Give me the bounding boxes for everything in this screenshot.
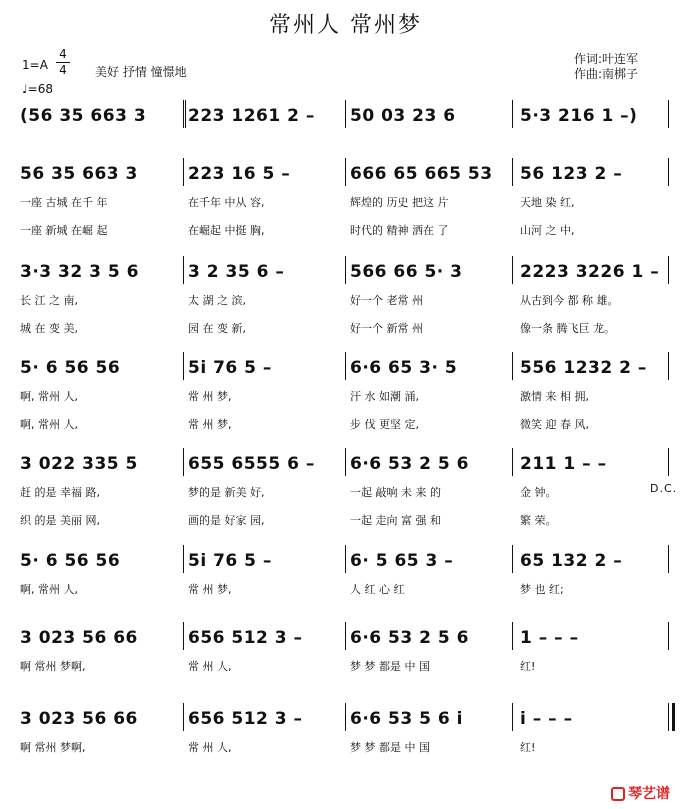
lyric-segment: 繁 荣。 bbox=[520, 514, 557, 527]
measure: 6·6 65 3· 5 bbox=[350, 358, 458, 378]
barline bbox=[345, 622, 346, 650]
measure: 6· 5 65 3 – bbox=[350, 551, 454, 571]
measure: 5· 6 56 56 bbox=[20, 358, 121, 378]
lyric-segment: 啊, 常州 人, bbox=[20, 390, 78, 403]
barline bbox=[512, 448, 513, 476]
measure: 656 512 3 – bbox=[188, 628, 303, 648]
watermark-logo bbox=[611, 783, 670, 803]
barline bbox=[512, 256, 513, 284]
barline bbox=[668, 100, 669, 128]
lyric-line bbox=[0, 658, 691, 674]
barline bbox=[345, 703, 346, 731]
credits bbox=[574, 52, 638, 82]
measure: 3 023 56 66 bbox=[20, 709, 138, 729]
notation-row bbox=[0, 352, 691, 384]
lyric-segment: 长 江 之 南, bbox=[20, 294, 78, 307]
measure: i – – – bbox=[520, 709, 573, 729]
lyric-line bbox=[0, 320, 691, 336]
measure: 6·6 53 2 5 6 bbox=[350, 454, 469, 474]
measure: 1 – – – bbox=[520, 628, 579, 648]
lyric-segment: 常 州 梦, bbox=[188, 390, 232, 403]
lyric-line bbox=[0, 388, 691, 404]
lyric-segment: 汗 水 如潮 涌, bbox=[350, 390, 419, 403]
key-signature: 1=A bbox=[22, 58, 48, 72]
lyric-segment: 常 州 人, bbox=[188, 741, 232, 754]
barline bbox=[183, 545, 184, 573]
notation-row bbox=[0, 256, 691, 288]
measure: 3 023 56 66 bbox=[20, 628, 138, 648]
lyric-segment: 人 红 心 红 bbox=[350, 583, 405, 596]
notation-row bbox=[0, 448, 691, 480]
barline bbox=[512, 703, 513, 731]
notation-row bbox=[0, 703, 691, 735]
lyric-segment: 一座 古城 在千 年 bbox=[20, 196, 108, 209]
barline bbox=[345, 100, 346, 128]
logo-icon bbox=[611, 787, 625, 801]
lyric-segment: 园 在 变 新, bbox=[188, 322, 246, 335]
measure: 50 03 23 6 bbox=[350, 106, 456, 126]
notation-row bbox=[0, 545, 691, 577]
barline bbox=[668, 256, 669, 284]
lyric-segment: 辉煌的 历史 把这 片 bbox=[350, 196, 449, 209]
measure: 5i 76 5 – bbox=[188, 551, 272, 571]
lyric-segment: 红! bbox=[520, 741, 536, 754]
notation-row bbox=[0, 622, 691, 654]
barline bbox=[183, 100, 190, 128]
barline bbox=[512, 158, 513, 186]
barline bbox=[183, 448, 184, 476]
dc-mark: D.C. bbox=[650, 482, 678, 495]
barline bbox=[183, 352, 184, 380]
barline bbox=[345, 256, 346, 284]
measure: 2223 3226 1 – bbox=[520, 262, 660, 282]
measure: 3 022 335 5 bbox=[20, 454, 138, 474]
lyric-segment: 城 在 变 美, bbox=[20, 322, 78, 335]
lyric-segment: 像一条 腾飞巨 龙。 bbox=[520, 322, 615, 335]
time-denominator: 4 bbox=[59, 63, 67, 77]
lyric-line bbox=[0, 194, 691, 210]
notation-row bbox=[0, 158, 691, 190]
barline bbox=[512, 622, 513, 650]
lyric-segment: 梦 梦 都是 中 国 bbox=[350, 741, 430, 754]
measure: (56 35 663 3 bbox=[20, 106, 147, 126]
lyric-segment: 一起 敲响 未 来 的 bbox=[350, 486, 441, 499]
lyric-segment: 山河 之 中, bbox=[520, 224, 575, 237]
measure: 556 1232 2 – bbox=[520, 358, 647, 378]
barline bbox=[183, 158, 184, 186]
lyric-segment: 常 州 梦, bbox=[188, 418, 232, 431]
lyric-line bbox=[0, 292, 691, 308]
lyric-segment: 好一个 新常 州 bbox=[350, 322, 423, 335]
lyric-segment: 从古到今 都 称 雄。 bbox=[520, 294, 619, 307]
measure: 5· 6 56 56 bbox=[20, 551, 121, 571]
lyric-line bbox=[0, 512, 691, 528]
measure: 3 2 35 6 – bbox=[188, 262, 285, 282]
lyric-segment: 一起 走向 富 强 和 bbox=[350, 514, 441, 527]
lyric-segment: 红! bbox=[520, 660, 536, 673]
measure: 5·3 216 1 –) bbox=[520, 106, 638, 126]
lyric-segment: 画的是 好家 园, bbox=[188, 514, 265, 527]
barline bbox=[668, 352, 669, 380]
lyric-segment: 梦 梦 都是 中 国 bbox=[350, 660, 430, 673]
lyric-segment: 金 钟。 bbox=[520, 486, 557, 499]
barline bbox=[345, 158, 346, 186]
barline bbox=[668, 622, 669, 650]
barline bbox=[183, 256, 184, 284]
lyric-segment: 梦的是 新美 好, bbox=[188, 486, 265, 499]
lyric-segment: 时代的 精神 洒在 了 bbox=[350, 224, 449, 237]
lyric-segment: 常 州 梦, bbox=[188, 583, 232, 596]
measure: 666 65 665 53 bbox=[350, 164, 493, 184]
measure: 6·6 53 2 5 6 bbox=[350, 628, 469, 648]
lyric-segment: 步 伐 更坚 定, bbox=[350, 418, 419, 431]
lyric-segment: 太 湖 之 滨, bbox=[188, 294, 246, 307]
measure: 6·6 53 5 6 i bbox=[350, 709, 463, 729]
barline bbox=[345, 448, 346, 476]
measure: 566 66 5· 3 bbox=[350, 262, 463, 282]
composer: 作曲:南梆子 bbox=[574, 67, 639, 81]
expression-marking: 美好 抒情 憧憬地 bbox=[95, 65, 187, 79]
lyric-segment: 赶 的是 幸福 路, bbox=[20, 486, 100, 499]
tempo-marking: ♩=68 bbox=[22, 82, 53, 96]
lyric-line bbox=[0, 581, 691, 597]
measure: 211 1 – – bbox=[520, 454, 607, 474]
measure: 56 123 2 – bbox=[520, 164, 623, 184]
barline bbox=[668, 448, 669, 476]
lyric-segment: 啊 常州 梦啊, bbox=[20, 741, 86, 754]
lyric-segment: 啊, 常州 人, bbox=[20, 418, 78, 431]
lyric-segment: 好一个 老常 州 bbox=[350, 294, 423, 307]
lyric-segment: 啊 常州 梦啊, bbox=[20, 660, 86, 673]
lyric-segment: 梦 也 红; bbox=[520, 583, 564, 596]
lyric-segment: 常 州 人, bbox=[188, 660, 232, 673]
measure: 56 35 663 3 bbox=[20, 164, 138, 184]
barline bbox=[512, 100, 513, 128]
barline bbox=[512, 352, 513, 380]
lyric-segment: 一座 新城 在崛 起 bbox=[20, 224, 108, 237]
song-title: 常州人 常州梦 bbox=[269, 13, 422, 38]
measure: 223 1261 2 – bbox=[188, 106, 315, 126]
measure: 3·3 32 3 5 6 bbox=[20, 262, 139, 282]
barline bbox=[345, 545, 346, 573]
barline bbox=[345, 352, 346, 380]
lyric-line bbox=[0, 222, 691, 238]
lyric-segment: 微笑 迎 春 风, bbox=[520, 418, 589, 431]
measure: 223 16 5 – bbox=[188, 164, 291, 184]
measure: 5i 76 5 – bbox=[188, 358, 272, 378]
notation-row bbox=[0, 100, 691, 132]
lyric-segment: 织 的是 美丽 网, bbox=[20, 514, 100, 527]
lyric-segment: 激情 来 相 拥, bbox=[520, 390, 589, 403]
barline bbox=[512, 545, 513, 573]
barline bbox=[668, 703, 673, 731]
lyric-segment: 在崛起 中挺 胸, bbox=[188, 224, 265, 237]
watermark-text: 琴艺谱 bbox=[628, 786, 670, 802]
barline bbox=[668, 158, 669, 186]
barline bbox=[183, 622, 184, 650]
lyricist: 作词:叶连军 bbox=[574, 52, 639, 66]
measure: 65 132 2 – bbox=[520, 551, 623, 571]
measure: 656 512 3 – bbox=[188, 709, 303, 729]
time-signature bbox=[56, 48, 70, 77]
measure: 655 6555 6 – bbox=[188, 454, 315, 474]
lyric-line bbox=[0, 484, 691, 500]
barline bbox=[668, 545, 669, 573]
barline bbox=[183, 703, 184, 731]
lyric-segment: 天地 染 红, bbox=[520, 196, 575, 209]
lyric-line bbox=[0, 739, 691, 755]
lyric-segment: 啊, 常州 人, bbox=[20, 583, 78, 596]
lyric-line bbox=[0, 416, 691, 432]
time-numerator: 4 bbox=[59, 47, 67, 61]
lyric-segment: 在千年 中从 容, bbox=[188, 196, 265, 209]
